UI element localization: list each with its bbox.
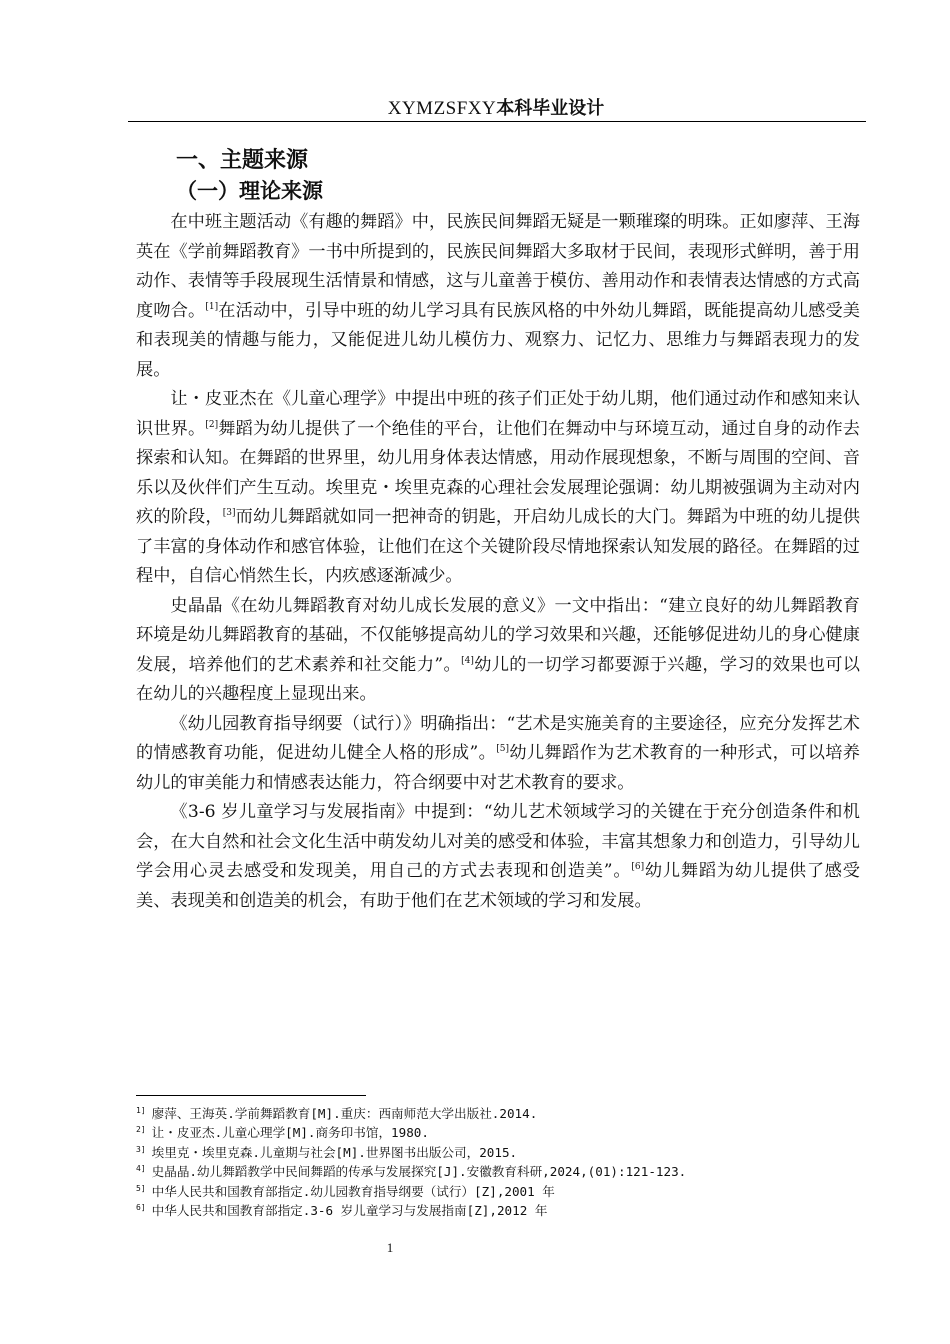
paragraph-text: 《3-6 岁儿童学习与发展指南》中提到：“幼儿艺术领域学习的关键在于充分创造条件和机会，在大自然和社会文化生活中萌发幼儿对美的感受和体验，丰富其想象力和创造力，引导幼儿学会用心灵去感受和发现美，用自己的方式去表现和创造美”。 (136, 802, 860, 881)
paragraph (136, 592, 860, 710)
paragraph-text: 而幼儿舞蹈就如同一把神奇的钥匙，开启幼儿成长的大门。舞蹈为中班的幼儿提供了丰富的身体动作和感官体验，让他们在这个关键阶段尽情地探索认知发展的路径。在舞蹈的过程中，自信心悄然生长，内疚感逐渐减少。 (136, 507, 860, 586)
header-rule (128, 121, 866, 122)
footnote-text: 埃里克・埃里克森.儿童期与社会[M].世界图书出版公司，2015. (151, 1144, 518, 1160)
paragraph-text: 《幼儿园教育指导纲要（试行）》明确指出：“艺术是实施美育的主要途径，应充分发挥艺术的情感教育功能，促进幼儿健全人格的形成”。 (136, 713, 860, 763)
citation-marker: [2] (205, 419, 219, 430)
footnote-text: 史晶晶.幼儿舞蹈教学中民间舞蹈的传承与发展探究[J].安徽教育科研,2024,(01):121-123. (151, 1164, 687, 1180)
page-header (128, 96, 864, 121)
footnote (136, 1201, 866, 1220)
paragraph-text: 幼儿的一切学习都要源于兴趣，学习的效果也可以在幼儿的兴趣程度上显现出来。 (136, 654, 860, 704)
footnote-mark: 1] (136, 1106, 146, 1115)
footnote (136, 1123, 866, 1142)
footnote-text: 廖萍、王海英.学前舞蹈教育[M].重庆：西南师范大学出版社.2014. (151, 1106, 538, 1121)
footnote (136, 1104, 866, 1123)
citation-marker: [6] (631, 862, 645, 872)
footnote-mark: 4] (136, 1164, 146, 1174)
citation-marker: [1] (205, 301, 219, 312)
paragraph (136, 208, 860, 385)
body-text (136, 208, 860, 916)
paragraph-text: 在活动中，引导中班的幼儿学习具有民族风格的中外幼儿舞蹈，既能提高幼儿感受美和表现美的情趣与能力，又能促进儿幼儿模仿力、观察力、记忆力、思维力与舞蹈表现力的发展。 (136, 300, 860, 380)
footnote-rule (136, 1095, 366, 1096)
subsection-heading: （一）理论来源 (176, 179, 323, 203)
header-school-code: XYMZSFXY (387, 98, 497, 119)
page-number: 1 (386, 1240, 394, 1255)
footnotes (136, 1104, 866, 1220)
paragraph-text: 幼儿舞蹈作为艺术教育的一种形式，可以培养幼儿的审美能力和情感表达能力，符合纲要中对艺术教育的要求。 (136, 743, 860, 793)
footnote-text: 让・皮亚杰.儿童心理学[M].商务印书馆，1980. (151, 1125, 429, 1141)
section-heading: 一、主题来源 (176, 148, 309, 173)
paragraph-text: 在中班主题活动《有趣的舞蹈》中，民族民间舞蹈无疑是一颗璀璨的明珠。正如廖萍、王海英在《学前舞蹈教育》一书中所提到的，民族民间舞蹈大多取材于民间，表现形式鲜明，善于用动作、表情等手段展现生活情景和情感，这与儿童善于模仿、善用动作和表情表达情感的方式高度吻合。 (136, 212, 860, 321)
footnote-mark: 3] (136, 1144, 146, 1154)
footnote (136, 1162, 866, 1181)
footnote-text: 中华人民共和国教育部指定.3-6 岁儿童学习与发展指南[Z],2012 年 (151, 1203, 548, 1219)
footnote-mark: 5] (136, 1183, 146, 1193)
footnote-text: 中华人民共和国教育部指定.幼儿园教育指导纲要（试行）[Z],2001 年 (151, 1183, 555, 1199)
paragraph (136, 385, 860, 592)
citation-marker: [3] (222, 508, 236, 518)
paragraph-text: 舞蹈为幼儿提供了一个绝佳的平台，让他们在舞动中与环境互动，通过自身的动作去探索和认知。在舞蹈的世界里，幼儿用身体表达情感，用动作展现想象，不断与周围的空间、音乐以及伙伴们产生互动。埃里克・埃里克森的心理社会发展理论强调：幼儿期被强调为主动对内疚的阶段， (136, 418, 860, 527)
footnote (136, 1182, 866, 1201)
footnote-mark: 2] (136, 1125, 146, 1135)
footnote-mark: 6] (136, 1203, 146, 1213)
paragraph (136, 798, 860, 916)
citation-marker: [5] (496, 744, 509, 754)
footnote (136, 1143, 866, 1162)
citation-marker: [4] (461, 655, 474, 666)
paragraph-text: 幼儿舞蹈为幼儿提供了感受美、表现美和创造美的机会，有助于他们在艺术领域的学习和发展。 (136, 861, 860, 911)
header-title: 本科毕业设计 (496, 98, 605, 119)
paragraph (136, 710, 860, 799)
paragraph-text: 让・皮亚杰在《儿童心理学》中提出中班的孩子们正处于幼儿期，他们通过动作和感知来认识世界。 (136, 389, 860, 439)
paragraph-text: 史晶晶《在幼儿舞蹈教育对幼儿成长发展的意义》一文中指出：“建立良好的幼儿舞蹈教育环境是幼儿舞蹈教育的基础，不仅能够提高幼儿的学习效果和兴趣，还能够促进幼儿的身心健康发展，培养他们的艺术素养和社交能力”。 (136, 595, 860, 675)
